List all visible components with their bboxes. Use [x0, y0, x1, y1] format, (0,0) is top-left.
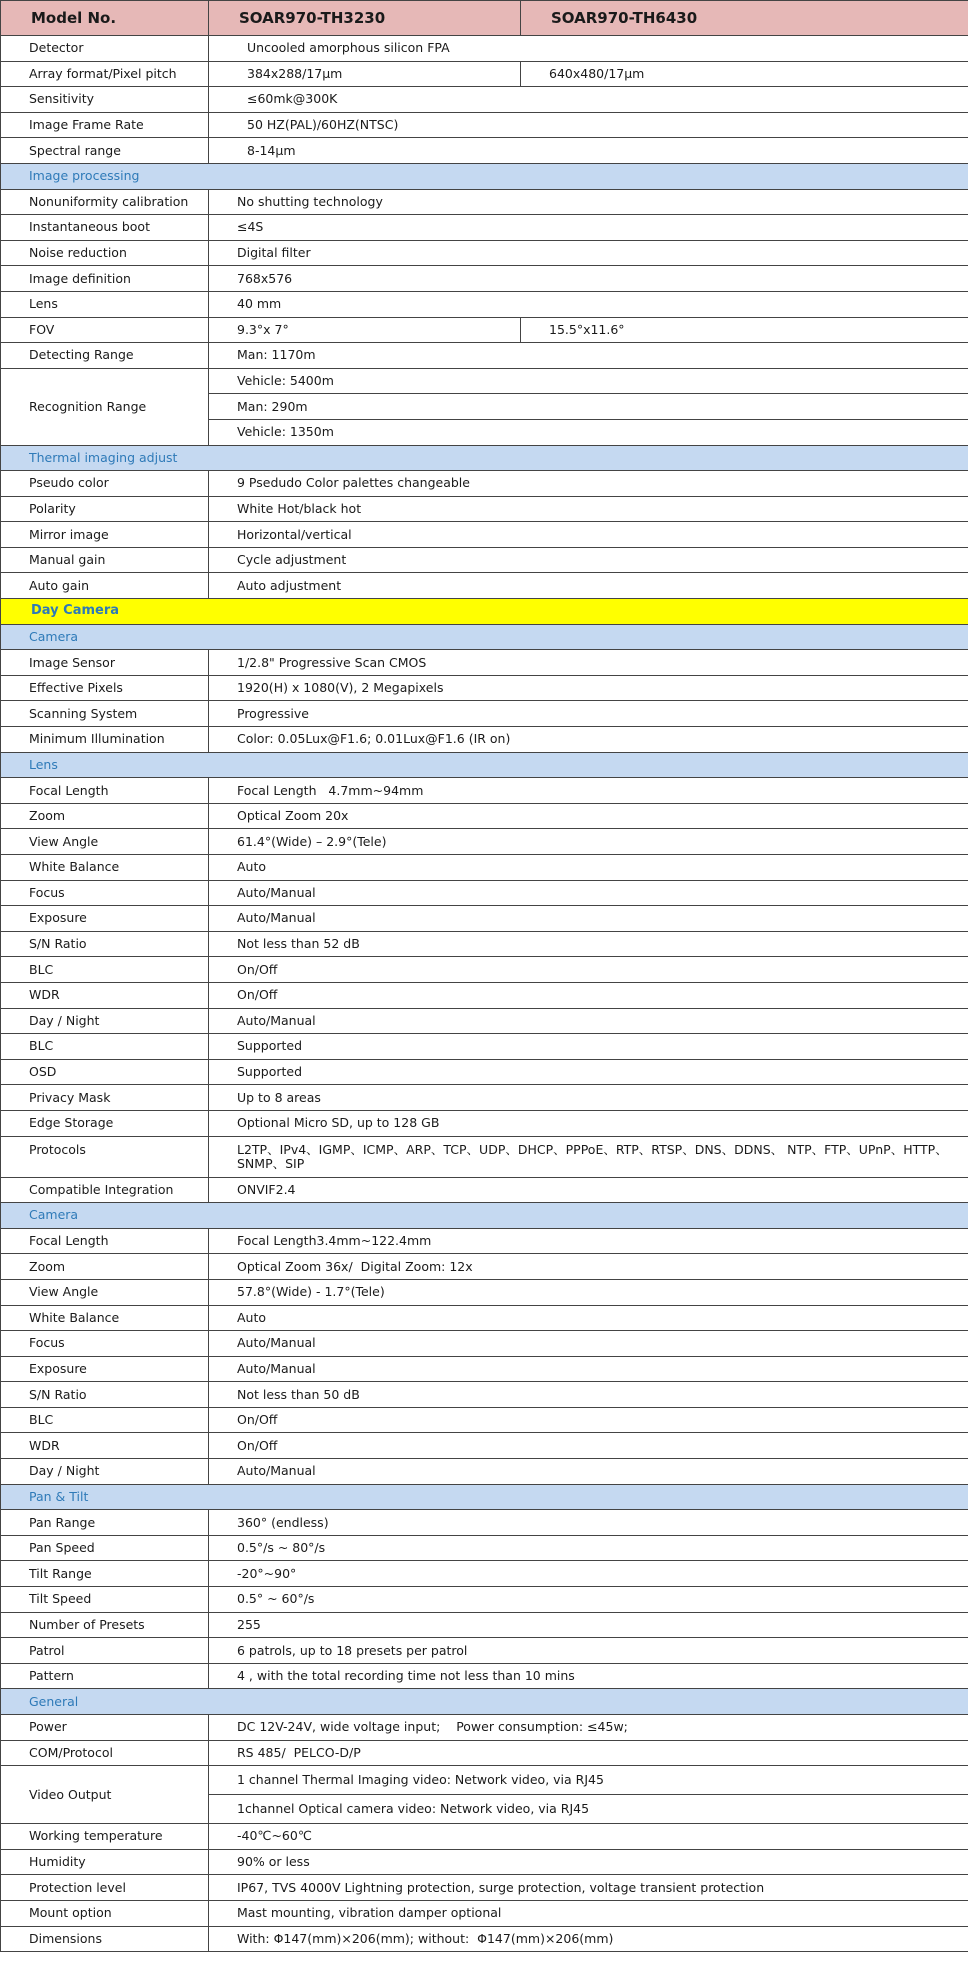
- spec-value: On/Off: [209, 1433, 968, 1459]
- spec-row: [1, 215, 968, 241]
- spec-row: [1, 982, 968, 1008]
- spec-row: [1, 291, 968, 317]
- spec-value: 768x576: [209, 266, 968, 292]
- spec-label: BLC: [1, 957, 209, 983]
- spec-value: Color: 0.05Lux@F1.6; 0.01Lux@F1.6 (IR on): [209, 727, 968, 753]
- spec-label: WDR: [1, 982, 209, 1008]
- spec-label: Mirror image: [1, 522, 209, 548]
- spec-label: Working temperature: [1, 1824, 209, 1850]
- spec-row: [1, 1254, 968, 1280]
- spec-label: View Angle: [1, 829, 209, 855]
- spec-row: [1, 1663, 968, 1689]
- spec-value: -20°~90°: [209, 1561, 968, 1587]
- spec-row: [1, 1407, 968, 1433]
- model-header-row: [1, 1, 968, 36]
- spec-row: [1, 240, 968, 266]
- spec-value-a: 384x288/17μm: [209, 61, 521, 87]
- spec-row: [1, 1228, 968, 1254]
- spec-label: Zoom: [1, 803, 209, 829]
- spec-row: [1, 1059, 968, 1085]
- spec-row: [1, 1535, 968, 1561]
- spec-label: Image Sensor: [1, 650, 209, 676]
- spec-value: 1920(H) x 1080(V), 2 Megapixels: [209, 675, 968, 701]
- spec-label: Recognition Range: [1, 368, 209, 445]
- spec-value: 4 , with the total recording time not less than 10 mins: [209, 1663, 968, 1689]
- spec-value: 1channel Optical camera video: Network video, via RJ45: [209, 1795, 968, 1824]
- spec-label: Scanning System: [1, 701, 209, 727]
- spec-row: [1, 573, 968, 599]
- spec-value: Digital filter: [209, 240, 968, 266]
- section-title: Image processing: [1, 163, 968, 189]
- spec-label: Zoom: [1, 1254, 209, 1280]
- spec-row: [1, 931, 968, 957]
- spec-label: Auto gain: [1, 573, 209, 599]
- spec-label: Edge Storage: [1, 1110, 209, 1136]
- spec-row: [1, 317, 968, 343]
- spec-row: [1, 1305, 968, 1331]
- spec-row: [1, 36, 968, 62]
- spec-label: Effective Pixels: [1, 675, 209, 701]
- spec-row: [1, 727, 968, 753]
- spec-value: Auto: [209, 855, 968, 881]
- spec-value: Not less than 50 dB: [209, 1382, 968, 1408]
- spec-label: COM/Protocol: [1, 1740, 209, 1766]
- spec-label: Polarity: [1, 496, 209, 522]
- spec-row: [1, 1561, 968, 1587]
- spec-row: [1, 778, 968, 804]
- spec-row: [1, 1926, 968, 1952]
- spec-row: [1, 1510, 968, 1536]
- spec-value: Supported: [209, 1059, 968, 1085]
- spec-value: ONVIF2.4: [209, 1177, 968, 1203]
- spec-label: Image definition: [1, 266, 209, 292]
- spec-label: BLC: [1, 1407, 209, 1433]
- spec-row: [1, 1356, 968, 1382]
- spec-row: [1, 87, 968, 113]
- spec-value: With: Φ147(mm)×206(mm); without: Φ147(mm)×206(mm): [209, 1926, 968, 1952]
- spec-label: Exposure: [1, 1356, 209, 1382]
- section-day-camera: [1, 599, 968, 625]
- spec-value: 1 channel Thermal Imaging video: Network video, via RJ45: [209, 1766, 968, 1795]
- spec-row: [1, 1638, 968, 1664]
- spec-value: Focal Length 4.7mm~94mm: [209, 778, 968, 804]
- spec-row: [1, 1612, 968, 1638]
- section-title: Camera: [1, 1203, 968, 1229]
- spec-label: Exposure: [1, 906, 209, 932]
- spec-value: ≤4S: [209, 215, 968, 241]
- spec-row: [1, 368, 968, 394]
- spec-label: S/N Ratio: [1, 931, 209, 957]
- spec-label: Detector: [1, 36, 209, 62]
- spec-row: [1, 675, 968, 701]
- spec-row: [1, 1177, 968, 1203]
- spec-label: Dimensions: [1, 1926, 209, 1952]
- spec-row: [1, 1740, 968, 1766]
- spec-value: Supported: [209, 1034, 968, 1060]
- spec-value: Auto/Manual: [209, 1331, 968, 1357]
- spec-label: Focal Length: [1, 778, 209, 804]
- section-lens: [1, 752, 968, 778]
- spec-value: 0.5° ~ 60°/s: [209, 1587, 968, 1613]
- section-camera: [1, 624, 968, 650]
- spec-row: [1, 1279, 968, 1305]
- spec-label: Number of Presets: [1, 1612, 209, 1638]
- spec-label: BLC: [1, 1034, 209, 1060]
- spec-value: No shutting technology: [209, 189, 968, 215]
- spec-label: Instantaneous boot: [1, 215, 209, 241]
- spec-label: Day / Night: [1, 1008, 209, 1034]
- spec-label: S/N Ratio: [1, 1382, 209, 1408]
- spec-row: [1, 1459, 968, 1485]
- spec-value: 6 patrols, up to 18 presets per patrol: [209, 1638, 968, 1664]
- spec-value: On/Off: [209, 982, 968, 1008]
- spec-value: 360° (endless): [209, 1510, 968, 1536]
- spec-value: 9 Psedudo Color palettes changeable: [209, 471, 968, 497]
- spec-value: Auto/Manual: [209, 1356, 968, 1382]
- spec-label: White Balance: [1, 1305, 209, 1331]
- spec-value: 0.5°/s ~ 80°/s: [209, 1535, 968, 1561]
- spec-row: [1, 650, 968, 676]
- spec-value: Auto adjustment: [209, 573, 968, 599]
- spec-label: Sensitivity: [1, 87, 209, 113]
- spec-value: On/Off: [209, 957, 968, 983]
- spec-label: Humidity: [1, 1849, 209, 1875]
- spec-row: [1, 1875, 968, 1901]
- model-label: Model No.: [1, 1, 209, 36]
- section-general: [1, 1689, 968, 1715]
- spec-value: Auto/Manual: [209, 1008, 968, 1034]
- spec-value: Mast mounting, vibration damper optional: [209, 1900, 968, 1926]
- spec-label: Image Frame Rate: [1, 112, 209, 138]
- spec-row: [1, 1849, 968, 1875]
- spec-row: [1, 1034, 968, 1060]
- spec-value-b: 640x480/17μm: [521, 61, 968, 87]
- spec-label: Focal Length: [1, 1228, 209, 1254]
- spec-label: Protection level: [1, 1875, 209, 1901]
- section-title: Camera: [1, 624, 968, 650]
- spec-row: [1, 61, 968, 87]
- spec-row: [1, 496, 968, 522]
- spec-label: Pseudo color: [1, 471, 209, 497]
- spec-label: View Angle: [1, 1279, 209, 1305]
- spec-value: Auto/Manual: [209, 880, 968, 906]
- spec-label: Privacy Mask: [1, 1085, 209, 1111]
- spec-label: OSD: [1, 1059, 209, 1085]
- spec-value: 8-14μm: [209, 138, 968, 164]
- spec-value: Optional Micro SD, up to 128 GB: [209, 1110, 968, 1136]
- spec-label: Mount option: [1, 1900, 209, 1926]
- section-thermal-adjust: [1, 445, 968, 471]
- spec-row: [1, 1715, 968, 1741]
- spec-row: [1, 803, 968, 829]
- spec-row: [1, 1008, 968, 1034]
- spec-value: 50 HZ(PAL)/60HZ(NTSC): [209, 112, 968, 138]
- spec-value-a: 9.3°x 7°: [209, 317, 521, 343]
- spec-value: Optical Zoom 20x: [209, 803, 968, 829]
- spec-label: Protocols: [1, 1136, 209, 1177]
- spec-label: Focus: [1, 1331, 209, 1357]
- section-title: Lens: [1, 752, 968, 778]
- spec-value: Cycle adjustment: [209, 547, 968, 573]
- spec-label: Power: [1, 1715, 209, 1741]
- spec-label: Patrol: [1, 1638, 209, 1664]
- spec-row: [1, 855, 968, 881]
- spec-value: Auto/Manual: [209, 1459, 968, 1485]
- spec-value: Man: 1170m: [209, 343, 968, 369]
- spec-row: [1, 1331, 968, 1357]
- spec-label: Noise reduction: [1, 240, 209, 266]
- spec-value: RS 485/ PELCO-D/P: [209, 1740, 968, 1766]
- spec-label: Pan Speed: [1, 1535, 209, 1561]
- spec-label: FOV: [1, 317, 209, 343]
- spec-value: DC 12V-24V, wide voltage input; Power consumption: ≤45w;: [209, 1715, 968, 1741]
- spec-row: [1, 112, 968, 138]
- spec-label: Detecting Range: [1, 343, 209, 369]
- spec-value: 90% or less: [209, 1849, 968, 1875]
- spec-row: [1, 1587, 968, 1613]
- spec-label: Pattern: [1, 1663, 209, 1689]
- spec-row: [1, 1136, 968, 1177]
- spec-value: Up to 8 areas: [209, 1085, 968, 1111]
- spec-value-b: 15.5°x11.6°: [521, 317, 968, 343]
- spec-label: Focus: [1, 880, 209, 906]
- model-a: SOAR970-TH3230: [209, 1, 521, 36]
- spec-value: Auto/Manual: [209, 906, 968, 932]
- spec-row: [1, 522, 968, 548]
- spec-row: [1, 701, 968, 727]
- spec-label: Compatible Integration: [1, 1177, 209, 1203]
- spec-label: White Balance: [1, 855, 209, 881]
- spec-label: Tilt Range: [1, 1561, 209, 1587]
- spec-value: Progressive: [209, 701, 968, 727]
- model-b: SOAR970-TH6430: [521, 1, 968, 36]
- section-title: Pan & Tilt: [1, 1484, 968, 1510]
- spec-value: 61.4°(Wide) – 2.9°(Tele): [209, 829, 968, 855]
- spec-label: Video Output: [1, 1766, 209, 1824]
- spec-row: [1, 1433, 968, 1459]
- spec-value: ≤60mk@300K: [209, 87, 968, 113]
- section-camera-2: [1, 1203, 968, 1229]
- spec-value: Focal Length3.4mm~122.4mm: [209, 1228, 968, 1254]
- spec-row: [1, 1766, 968, 1795]
- spec-value: Auto: [209, 1305, 968, 1331]
- section-title: Day Camera: [1, 599, 968, 625]
- spec-label: Tilt Speed: [1, 1587, 209, 1613]
- section-title: Thermal imaging adjust: [1, 445, 968, 471]
- spec-row: [1, 189, 968, 215]
- spec-label: Manual gain: [1, 547, 209, 573]
- spec-value: Not less than 52 dB: [209, 931, 968, 957]
- section-title: General: [1, 1689, 968, 1715]
- spec-row: [1, 1110, 968, 1136]
- spec-value: On/Off: [209, 1407, 968, 1433]
- spec-row: [1, 957, 968, 983]
- spec-value: 255: [209, 1612, 968, 1638]
- spec-label: Nonuniformity calibration: [1, 189, 209, 215]
- spec-row: [1, 547, 968, 573]
- spec-row: [1, 829, 968, 855]
- spec-value: Horizontal/vertical: [209, 522, 968, 548]
- spec-row: [1, 1382, 968, 1408]
- spec-value: White Hot/black hot: [209, 496, 968, 522]
- spec-row: [1, 1824, 968, 1850]
- spec-value: 57.8°(Wide) - 1.7°(Tele): [209, 1279, 968, 1305]
- spec-row: [1, 343, 968, 369]
- spec-value: Uncooled amorphous silicon FPA: [209, 36, 968, 62]
- spec-row: [1, 1085, 968, 1111]
- spec-value: -40℃~60℃: [209, 1824, 968, 1850]
- section-image-processing: [1, 163, 968, 189]
- spec-label: Spectral range: [1, 138, 209, 164]
- spec-value: L2TP、IPv4、IGMP、ICMP、ARP、TCP、UDP、DHCP、PPPoE、RTP、RTSP、DNS、DDNS、 NTP、FTP、UPnP、HTTP、SNMP、SIP: [209, 1136, 968, 1177]
- spec-value: IP67, TVS 4000V Lightning protection, surge protection, voltage transient protection: [209, 1875, 968, 1901]
- spec-value: Vehicle: 5400m: [209, 368, 968, 394]
- spec-label: Pan Range: [1, 1510, 209, 1536]
- spec-row: [1, 138, 968, 164]
- section-pan-tilt: [1, 1484, 968, 1510]
- spec-value: Optical Zoom 36x/ Digital Zoom: 12x: [209, 1254, 968, 1280]
- spec-label: Minimum Illumination: [1, 727, 209, 753]
- spec-row: [1, 266, 968, 292]
- spec-value: Vehicle: 1350m: [209, 419, 968, 445]
- spec-label: Day / Night: [1, 1459, 209, 1485]
- spec-label: Lens: [1, 291, 209, 317]
- spec-row: [1, 906, 968, 932]
- spec-value: 40 mm: [209, 291, 968, 317]
- spec-row: [1, 880, 968, 906]
- spec-label: Array format/Pixel pitch: [1, 61, 209, 87]
- spec-value: Man: 290m: [209, 394, 968, 420]
- spec-row: [1, 471, 968, 497]
- spec-value: 1/2.8" Progressive Scan CMOS: [209, 650, 968, 676]
- spec-label: WDR: [1, 1433, 209, 1459]
- spec-row: [1, 1900, 968, 1926]
